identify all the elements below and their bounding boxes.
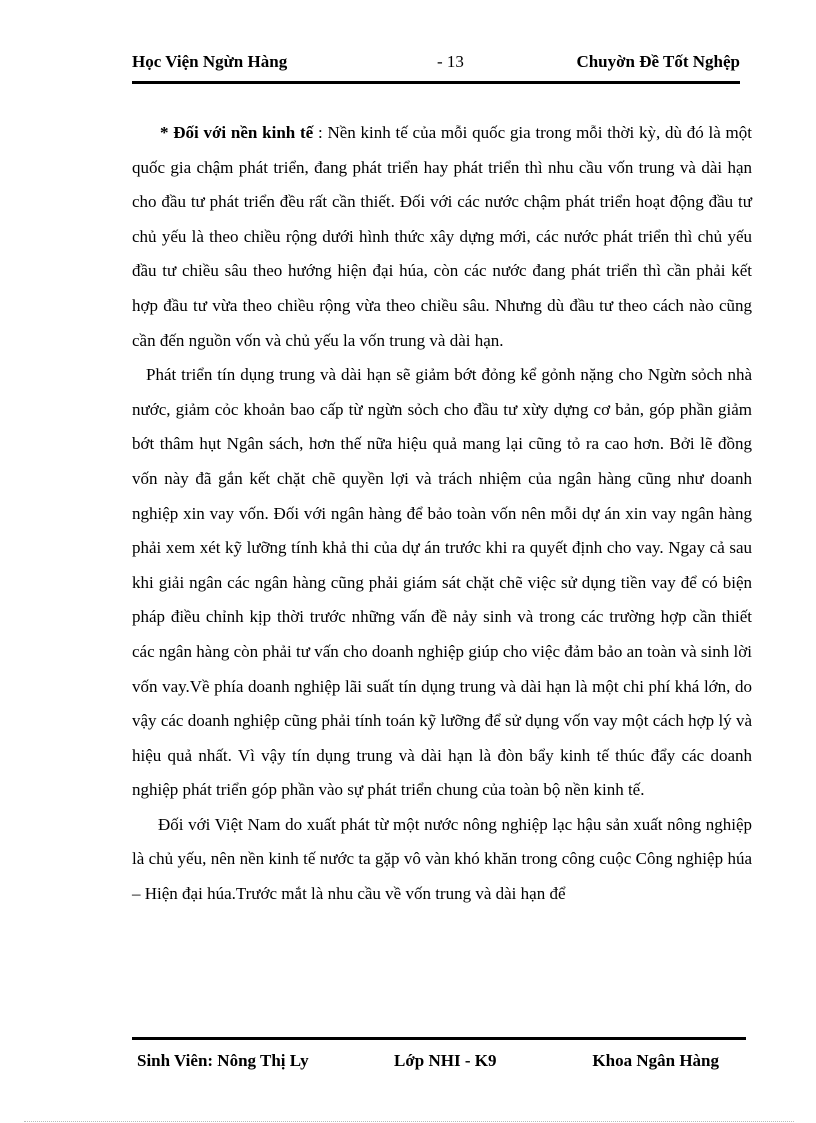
paragraph-vietnam: Đối với Việt Nam do xuất phát từ một nước nông nghiệp lạc hậu sản xuất nông nghiệp là chủ yếu, nên nền kinh tế nước ta gặp vô vàn khó khăn trong công cuộc Công nghiệp húa – Hiện đại húa.Trước mắt là nhu cầu về vốn trung và dài hạn để <box>132 814 752 904</box>
header-document-type: Chuyờn Đề Tốt Nghệp <box>576 52 740 71</box>
page-header <box>132 52 740 78</box>
paragraph-economy <box>132 116 752 358</box>
footer-class: Lớp NHI - K9 <box>394 1051 497 1070</box>
page-footer <box>137 1051 727 1077</box>
header-institution: Học Viện Ngừn Hàng <box>132 52 288 71</box>
footer-faculty: Khoa Ngân Hàng <box>592 1051 719 1070</box>
paragraph-text: : Nền kinh tế của mỗi quốc gia trong mỗi thời kỳ, dù đó là một quốc gia chậm phát triển, đang phát triển hay phát triển thì nhu cầu vốn trung và dài hạn cho đầu tư phát triển đều rất cần thiết. Đối với các nước chậm phát triển hoạt động đầu tư chủ yếu là theo chiều rộng dưới hình thức xây dựng mới, các nước phát triển thì chủ yếu đầu tư chiều sâu theo hướng hiện đại húa, còn các nước đang phát triển thì cần phải kết hợp đầu tư vừa theo chiều rộng vừa theo chiều sâu. Nhưng dù đầu tư theo cách nào cũng cần đến nguồn vốn và chủ yếu la vốn trung và dài hạn. <box>132 123 753 350</box>
paragraph-lead: * Đối với nền kinh tế <box>160 123 314 142</box>
paragraph-development: Phát triển tín dụng trung và dài hạn sẽ giảm bớt đỏng kể gỏnh nặng cho Ngừn sỏch nhà nước, giảm cỏc khoản bao cấp từ ngừn sỏch cho đầu tư xừy dựng cơ bản, góp phần giảm bớt thâm hụt Ngân sách, hơn thế nữa hiệu quả mang lại cũng tỏ ra cao hơn. Bởi lẽ đồng vốn này đã gắn kết chặt chẽ quyền lợi và trách nhiệm của ngân hàng cũng như doanh nghiệp xin vay vốn. Đối với ngân hàng để bảo toàn vốn nên mỗi dự án xin vay ngân hàng phải xem xét kỹ lưỡng tính khả thi của dự án trước khi ra quyết định cho vay. Ngay cả sau khi giải ngân các ngân hàng cũng phải giám sát chặt chẽ việc sử dụng tiền vay để có biện pháp điều chỉnh kịp thời trước những vấn đề nảy sinh và trong các trường hợp cần thiết các ngân hàng còn phải tư vấn cho doanh nghiệp giúp cho việc đảm bảo an toàn và sinh lời vốn vay.Về phía doanh nghiệp lãi suất tín dụng trung và dài hạn là một chi phí khá lớn, do vậy các doanh nghiệp cũng phải tính toán kỹ lưỡng để sử dụng vốn vay một cách hợp lý và hiệu quả nhất. Vì vậy tín dụng trung và dài hạn là đòn bẩy kinh tế thúc đẩy các doanh nghiệp phát triển góp phần vào sự phát triển chung của toàn bộ nền kinh tế. <box>132 365 752 800</box>
header-rule <box>132 81 740 84</box>
document-body <box>132 116 752 912</box>
page-edge-divider <box>24 1121 794 1122</box>
footer-rule <box>132 1037 746 1040</box>
footer-student: Sinh Viên: Nông Thị Ly <box>137 1051 309 1070</box>
page-number: - 13 <box>437 52 464 71</box>
